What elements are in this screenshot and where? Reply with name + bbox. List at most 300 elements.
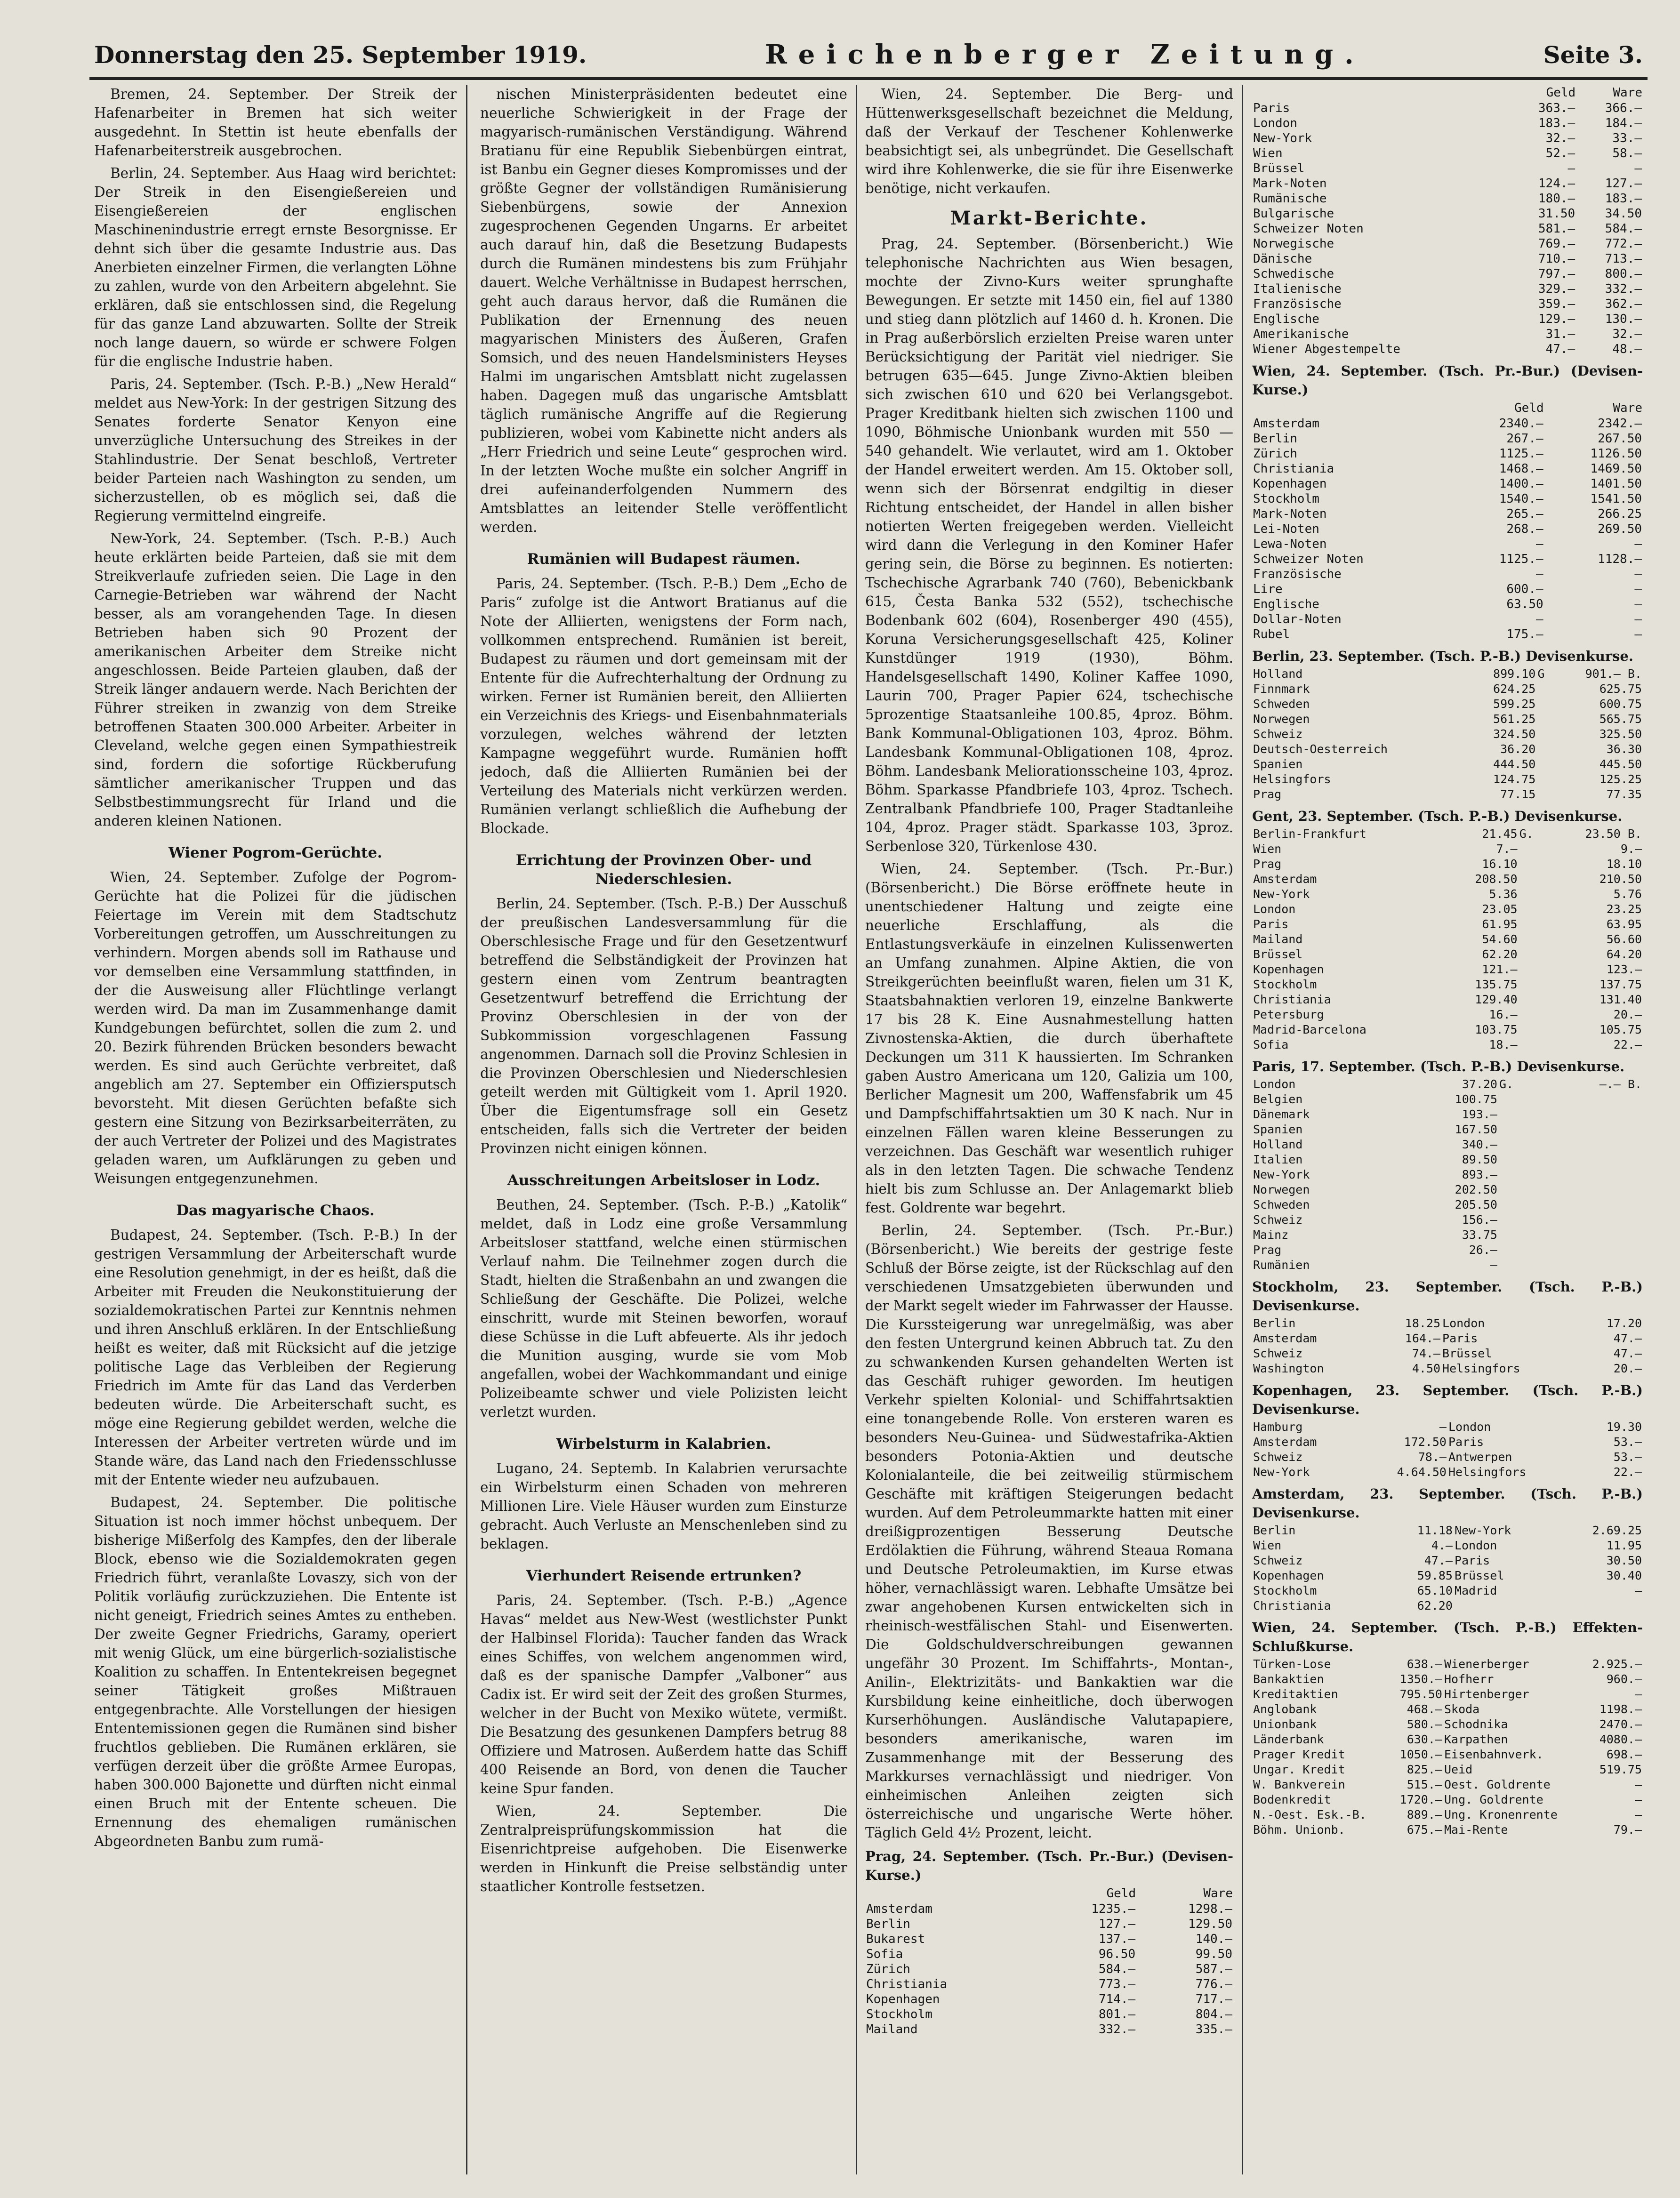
article-heading: Wirbelsturm in Kalabrien. <box>556 1436 772 1452</box>
table-cell: Prag <box>1253 1243 1282 1257</box>
rate-value: 269.50 <box>1598 522 1642 536</box>
table-row <box>1252 727 1643 742</box>
rate-value: 776.— <box>1195 1977 1232 1991</box>
table-cell: 78.— <box>1418 1450 1447 1464</box>
header-rule <box>89 77 1648 80</box>
table-cell: Hamburg <box>1253 1420 1303 1434</box>
table-row <box>1252 206 1643 221</box>
currency-name: Lire <box>1253 582 1283 596</box>
rate-value: 1400.— <box>1499 477 1543 491</box>
table-cell: Amsterdam <box>1253 1332 1317 1345</box>
table-cell: New-York <box>1253 1465 1310 1479</box>
table-cell: 4.64.50 <box>1397 1465 1447 1479</box>
table-cell: 16.10 <box>1482 857 1518 871</box>
table-cell: 63.95 <box>1606 917 1642 931</box>
newspaper-title: Reichenberger Zeitung. <box>765 39 1365 70</box>
table-cell: 11.18 <box>1417 1524 1453 1537</box>
rate-value: — <box>1535 567 1543 581</box>
rate-value: 52.— <box>1545 146 1576 160</box>
currency-name: New-York <box>1253 131 1312 145</box>
rate-value: 137.— <box>1098 1932 1136 1946</box>
table-cell: 5.76 <box>1613 887 1642 901</box>
rate-value: — <box>1634 597 1642 611</box>
table-cell: Karpathen <box>1444 1733 1508 1746</box>
header-date: Donnerstag den 25. September 1919. <box>94 40 587 69</box>
table-cell: 30.50 <box>1606 1554 1642 1567</box>
table-cell: Wienerberger <box>1444 1657 1529 1671</box>
rate-value: 175.— <box>1506 627 1543 642</box>
rate-value: 1298.— <box>1188 1902 1232 1916</box>
table-row <box>1252 1182 1643 1197</box>
table-cell: London <box>1442 1316 1485 1330</box>
rate-value: — <box>1535 537 1543 551</box>
table-cell <box>1536 772 1551 787</box>
table-cell: Deutsch-Oesterreich <box>1253 742 1388 756</box>
table-row <box>1252 627 1643 642</box>
table-cell: 9.— <box>1620 842 1642 856</box>
table-row <box>1252 297 1643 312</box>
rate-value: 335.— <box>1195 2022 1232 2037</box>
table-cell: Brüssel <box>1442 1347 1492 1360</box>
table-cell <box>1519 1037 1545 1052</box>
table-row <box>1252 446 1643 461</box>
table-cell: 444.50 <box>1493 757 1536 771</box>
table-cell: 59.85 <box>1417 1569 1453 1582</box>
table-cell: Kreditaktien <box>1253 1687 1338 1701</box>
table-cell: 624.25 <box>1493 682 1536 696</box>
table-row <box>1252 327 1643 342</box>
table-cell: Stockholm <box>1253 978 1317 991</box>
rate-value: 581.— <box>1538 222 1576 236</box>
table-row <box>1252 712 1643 727</box>
table-cell: 135.75 <box>1475 978 1518 991</box>
table-cell <box>1537 1167 1643 1182</box>
table-cell: Italien <box>1253 1153 1303 1166</box>
table-cell: 889.— <box>1407 1808 1442 1821</box>
table-row <box>1252 597 1643 612</box>
rate-value: 1235.— <box>1091 1902 1136 1916</box>
table-row <box>1252 1450 1643 1465</box>
currency-name: Schweizer Noten <box>1253 552 1364 566</box>
table-row <box>1252 1598 1643 1613</box>
table-cell: Oest. Goldrente <box>1444 1778 1551 1791</box>
currency-name: Französische <box>1253 297 1342 311</box>
rate-value: 1128.— <box>1598 552 1642 566</box>
table-row <box>1252 887 1643 902</box>
rate-value: 99.50 <box>1195 1947 1232 1961</box>
table-cell: Bodenkredit <box>1253 1793 1331 1806</box>
rate-value: 710.— <box>1538 252 1576 266</box>
rate-value: 1469.50 <box>1590 462 1642 476</box>
table-row <box>1252 697 1643 712</box>
table-row <box>865 1932 1233 1947</box>
rate-value: 363.— <box>1538 101 1576 115</box>
table-row <box>1252 176 1643 191</box>
table-cell <box>1536 697 1551 712</box>
currency-name: Kopenhagen <box>1253 477 1327 491</box>
rate-value: 127.— <box>1605 176 1642 191</box>
table-cell: 205.50 <box>1455 1198 1497 1211</box>
article-paragraph: Paris, 24. September. (Tsch. P.-B.) „Agence Havas“ meldet aus New-West (westlichster Punkt der Halbinsel Florida): Taucher fanden das Wrack eines Schiffes, von welchem angenommen wird, daß es der spanische Dampfer „Valboner“ aus Cadix ist. Er wird seit der Zeit des großen Sturmes, welcher in der Bucht von Mexiko wütete, vermißt. Die Besatzung des gesunkenen Dampfers betrug 88 Offiziere und Matrosen. Außerdem hatte das Schiff 400 Reisende an Bord, von denen die Taucher keine Spur fanden. <box>480 1592 847 1797</box>
currency-name: Dänische <box>1253 252 1312 266</box>
table-cell <box>1519 887 1545 902</box>
table-cell: 20.— <box>1613 1362 1642 1375</box>
table-cell: 125.25 <box>1599 772 1642 786</box>
table-row <box>1252 1212 1643 1227</box>
exchange-reports <box>1252 647 1643 1837</box>
table-row <box>865 1901 1233 1917</box>
table-row <box>1252 842 1643 857</box>
table-cell: 1050.— <box>1399 1748 1442 1761</box>
exchange-table <box>1252 1523 1643 1613</box>
market-report-paragraph: Wien, 24. September. (Tsch. Pr.-Bur.) (Börsenbericht.) Die Börse eröffnete heute in unentschiedener Haltung und zeigte eine neuerliche Erschlaffung, als die Entlastungsverkäufe in einzelnen Kulissenwerten an Umfang zunahmen. Alpine Aktien, die von Streikgerüchten beeinflußt waren, fielen um 31 K, Staatsbahnaktien verloren 19, einzelne Bankwerte 17 bis 28 K. Eine Ausnahmestellung hatten Zivnostenska-Aktien, die durch überhaftete Deckungen um 311 K haussierten. Im Schranken gaben Austro Americana um 120, Galizia um 100, Berlicher Magnesit um 200, Waffensfabrik um 45 und Dampfschiffahrtsaktien um 30 K nach. Nur in einzelnen Fällen waren kleine Besserungen zu verzeichnen. Das Geschäft war wesentlich ruhiger als in den letzten Tagen. Die schwache Tendenz hielt bis zum Schlusse an. Der Anlagemarkt blieb fest. Goldrente war begehrt. <box>865 861 1233 1216</box>
currency-name: London <box>1253 116 1297 130</box>
table-row <box>1252 1807 1643 1822</box>
table-cell: 64.20 <box>1606 947 1642 961</box>
table-row <box>1252 787 1643 802</box>
table-cell: — <box>1634 1687 1642 1701</box>
table-cell: Schweiz <box>1253 1347 1303 1360</box>
rate-value: 600.— <box>1506 582 1543 596</box>
table-cell: 698.— <box>1606 1748 1642 1761</box>
table-cell: Prag <box>1253 857 1282 871</box>
table-cell <box>1519 977 1545 992</box>
column-rule <box>1242 85 1243 2174</box>
table-cell <box>1536 757 1551 772</box>
market-report-paragraph: Prag, 24. September. (Börsenbericht.) Wie telephonische Nachrichten aus Wien besagen, mochte der Zivno-Kurs weiter sprunghafte Bewegungen. Er setzte mit 1450 ein, fiel auf 1380 und stieg dann plötzlich auf 1460 d. h. Kronen. Die in Prag außerbörslich erzielten Preise waren unter Berücksichtigung der Parität viel niedriger. Sie betrugen 635—645. Junge Zivno-Aktien bleiben sich zwischen 610 und 620 bei Verlangsgebot. Prager Kreditbank hielten sich zwischen 1100 und 1090, Böhmische Unionbank wurden mit 550 — 540 gehandelt. Wie verlautet, wird am 1. Oktober der Handel erweitert werden. Am 15. Oktober soll, wenn sich der Börsenrat endgiltig in dieser Richtung entscheidet, der Handel in allen bisher notierten Werten freigegeben werden. Vielleicht wird dann die Verlegung in den Kominer Hafer gering sein, die Börse zu beginnen. Es notierten: Tschechische Agrarbank 740 (760), Bebenickbank 615, Česta Banka 532 (552), tschechische Bodenbank 602 (604), Rosenberger 490 (455), Koruna Versicherungsgesellschaft 425, Koliner Kunstdünger 1919 (1930), Böhm. Handelsgesellschaft 1490, Koliner Kaffee 1090, Laurin 700, Prager Papier 624, tschechische 5prozentige Staatsanleihe 100.85, 4proz. Böhm. Bank Kommunal-Obligationen 103, 4proz. Böhm. Landesbank Kommunal-Obligationen 108, 4proz. Böhm. Landesbank Meliorationsscheine 103, 4proz. Böhm. Sparkasse Pfandbriefe 103, 4proz. Tschech. Zentralbank Pfandbriefe 100, Prager Stadtanleihe 104, 4proz. Prager städt. Sparkasse 103, 3proz. Serbenlose 320, Türkenlose 430. <box>865 236 1233 854</box>
currency-name: Englische <box>1253 597 1319 611</box>
currency-name: Berlin <box>866 1917 910 1931</box>
exchange-report-title: Gent, 23. September. (Tsch. P.-B.) Devisenkurse. <box>1252 808 1623 824</box>
rate-value: 183.— <box>1605 192 1642 206</box>
table-cell: — <box>1439 1420 1447 1434</box>
table-row <box>865 2022 1233 2037</box>
article-paragraph: Bremen, 24. September. Der Streik der Hafenarbeiter in Bremen hat sich weiter ausgedehnt. In Stettin ist heute ebenfalls der Hafenarbeiterstreik ausgebrochen. <box>94 86 457 159</box>
table-cell: 7.— <box>1496 842 1518 856</box>
table-cell <box>1498 1107 1537 1122</box>
exchange-report-title: Stockholm, 23. September. (Tsch. P.-B.) Devisenkurse. <box>1252 1279 1643 1314</box>
article-heading: Ausschreitungen Arbeitsloser in Lodz. <box>507 1172 820 1189</box>
table-cell: Helsingfors <box>1442 1362 1520 1375</box>
table-cell: 2470.— <box>1599 1717 1642 1731</box>
table-cell: 77.15 <box>1500 787 1536 801</box>
table-cell <box>1498 1197 1537 1212</box>
article-paragraph: Berlin, 24. September. (Tsch. P.-B.) Der Ausschuß der preußischen Landesversammlung für die Oberschlesische Frage und für den Gesetzentwurf betreffend die Selbständigkeit der Provinzen hat gestern einen vom Zentrum beantragten Gesetzentwurf betreffend die Errichtung der Provinz Oberschlesien in der von der Subkommission vorgeschlagenen Fassung angenommen. Darnach soll die Provinz Schlesien in die Provinzen Oberschlesien und Niederschlesien geteilt werden mit Gültigkeit vom 1. April 1920. Über die Eigentumsfrage soll ein Gesetz entscheiden, falls sich die Vertreter der beiden Provinzen nicht einigen können. <box>480 896 847 1156</box>
table-cell: 960.— <box>1606 1672 1642 1686</box>
table-row <box>1252 521 1643 537</box>
currency-name: Mark-Noten <box>1253 507 1327 521</box>
table-cell <box>1536 787 1551 802</box>
table-cell: G. <box>1499 1077 1514 1091</box>
article-paragraph: Budapest, 24. September. Die politische Situation ist noch immer höchst unbequem. Der bisherige Mißerfolg des Kampfes, den der liberale Block, ebenso wie die Sozialdemokraten gegen Friedrich führt, veranlaßte Lovaszy, sich von der Politik vorläufig zurückzuziehen. Die Entente ist nicht geneigt, Friedrich seines Amtes zu entheben. Der zweite Gegner Friedrichs, Garamy, operiert mit wenig Glück, um eine bürgerlich-sozialistische Koalition zu schaffen. In Ententekreisen begegnet seiner Tätigkeit großes Mißtrauen entgegenbrachte. Alle Vorstellungen der hiesigen Ententemissionen gegen die Rumänen sind bisher fruchtlos geblieben. Die Rumänen erklären, sie verfügen derzeit über die größte Armee Europas, haben 300.000 Bajonette und dürften nicht einmal einen Bruch mit der Entente scheuen. Die Ernennung des ehemaligen rumänischen Abgeordneten Banbu zum rumä- <box>94 1494 457 1849</box>
table-cell: Prager Kredit <box>1253 1748 1345 1761</box>
table-row <box>1252 312 1643 327</box>
table-row <box>1252 1822 1643 1837</box>
table-cell: Hofherr <box>1444 1672 1494 1686</box>
rate-value: 96.50 <box>1098 1947 1136 1961</box>
table-cell: 22.— <box>1613 1038 1642 1051</box>
table-row <box>1252 682 1643 697</box>
rate-value: 362.— <box>1605 297 1642 311</box>
rate-value: 801.— <box>1098 2007 1136 2022</box>
table-cell: Schweiz <box>1253 1554 1303 1567</box>
rate-value: 769.— <box>1538 237 1576 251</box>
table-row <box>1252 612 1643 627</box>
table-row <box>1252 1243 1643 1258</box>
table-cell: 1350.— <box>1399 1672 1442 1686</box>
table-cell: Helsingfors <box>1448 1465 1527 1479</box>
article-paragraph: Lugano, 24. Septemb. In Kalabrien verursachte ein Wirbelsturm einen Schaden von mehreren Millionen Lire. Viele Häuser wurden zum Einsturze gebracht. Auch Verluste an Menschenleben sind zu beklagen. <box>480 1460 847 1552</box>
table-cell <box>1519 962 1545 977</box>
rate-value: 1401.50 <box>1590 477 1642 491</box>
table-cell: 4.— <box>1431 1539 1453 1552</box>
rate-value: 332.— <box>1098 2022 1136 2037</box>
article-heading: Vierhundert Reisende ertrunken? <box>526 1567 802 1584</box>
table-row <box>865 2007 1233 2022</box>
table-cell <box>1537 1152 1643 1167</box>
table-cell: —.— B. <box>1599 1077 1642 1091</box>
table-cell: 123.— <box>1606 963 1642 976</box>
table-cell: Schweiz <box>1253 727 1303 741</box>
rate-value: 124.— <box>1538 176 1576 191</box>
table-cell: 23.05 <box>1482 902 1518 916</box>
table-cell: Berlin <box>1253 1316 1296 1330</box>
table-cell: 89.50 <box>1462 1153 1497 1166</box>
table-cell <box>1498 1152 1537 1167</box>
table-cell: 561.25 <box>1493 712 1536 726</box>
table-row <box>1252 1717 1643 1732</box>
table-row <box>1252 1331 1643 1346</box>
table-row <box>1252 1568 1643 1583</box>
page-header <box>94 38 1643 72</box>
currency-name: Dollar-Noten <box>1253 612 1342 626</box>
table-cell: Stockholm <box>1253 1584 1317 1597</box>
table-row <box>1252 251 1643 266</box>
table-cell: 77.35 <box>1606 787 1642 801</box>
table-cell: — <box>1634 1584 1642 1597</box>
currency-name: Mark-Noten <box>1253 176 1327 191</box>
table-cell: Länderbank <box>1253 1733 1324 1746</box>
table-cell: 26.— <box>1469 1243 1497 1257</box>
currency-name: Französische <box>1253 567 1342 581</box>
table-cell: N.-Oest. Esk.-B. <box>1253 1808 1367 1821</box>
currency-name: Zürich <box>1253 447 1297 461</box>
rate-value: 130.— <box>1605 312 1642 326</box>
currency-name: Schweizer Noten <box>1253 222 1364 236</box>
table-cell: 599.25 <box>1493 697 1536 711</box>
table-cell: Ungar. Kredit <box>1253 1763 1345 1776</box>
table-row <box>1252 537 1643 552</box>
table-row <box>1252 1553 1643 1568</box>
currency-name: Stockholm <box>866 2007 932 2022</box>
table-cell: — <box>1490 1258 1497 1272</box>
table-cell: 18.— <box>1489 1038 1518 1051</box>
rate-value: — <box>1634 612 1642 626</box>
table-cell: London <box>1253 1077 1296 1091</box>
table-cell: Paris <box>1442 1332 1478 1345</box>
table-cell: 47.— <box>1613 1347 1642 1360</box>
rate-value: 267.— <box>1506 432 1543 446</box>
table-row <box>1252 742 1643 757</box>
table-cell: — <box>1634 1808 1642 1821</box>
currency-name: Berlin <box>1253 432 1297 446</box>
table-cell: 202.50 <box>1455 1183 1497 1196</box>
column-header: Geld <box>1546 86 1576 100</box>
table-cell: 33.75 <box>1462 1228 1497 1242</box>
column-3 <box>865 85 1233 2174</box>
table-cell: Prag <box>1253 787 1282 801</box>
rate-value: 359.— <box>1538 297 1576 311</box>
table-cell <box>1498 1212 1537 1227</box>
rate-value: 713.— <box>1605 252 1642 266</box>
article-heading: Rumänien will Budapest räumen. <box>527 551 801 568</box>
table-row <box>1252 1346 1643 1361</box>
table-cell <box>1498 1227 1537 1243</box>
table-cell: 103.75 <box>1475 1023 1518 1036</box>
table-cell: 5.36 <box>1489 887 1518 901</box>
table-cell: 4080.— <box>1599 1733 1642 1746</box>
table-row <box>1252 1672 1643 1687</box>
table-cell: Holland <box>1253 667 1303 681</box>
column-rule <box>466 85 467 2174</box>
table-cell <box>1537 1137 1643 1152</box>
currency-table <box>1252 400 1643 642</box>
exchange-report-title: Wien, 24. September. (Tsch. P.-B.) Effekten-Schlußkurse. <box>1252 1620 1643 1654</box>
table-cell: 638.— <box>1407 1657 1442 1671</box>
table-cell: 121.— <box>1482 963 1518 976</box>
table-cell: 65.10 <box>1417 1584 1453 1597</box>
table-row <box>1252 506 1643 521</box>
table-cell: 20.— <box>1613 1008 1642 1021</box>
table-cell: 19.30 <box>1606 1420 1642 1434</box>
table-cell: Antwerpen <box>1448 1450 1512 1464</box>
table-cell: 675.— <box>1407 1823 1442 1837</box>
table-cell: Böhm. Unionb. <box>1253 1823 1345 1837</box>
table-cell: 515.— <box>1407 1778 1442 1791</box>
table-cell: Kopenhagen <box>1253 1569 1324 1582</box>
table-row <box>1252 1762 1643 1777</box>
table-cell: 79.— <box>1613 1823 1642 1837</box>
rate-value: 1125.— <box>1499 552 1543 566</box>
rate-value: — <box>1634 537 1642 551</box>
table-row <box>1252 491 1643 506</box>
table-row <box>1252 1538 1643 1553</box>
table-cell: Unionbank <box>1253 1717 1317 1731</box>
table-cell: Schweden <box>1253 697 1310 711</box>
table-cell: 47.— <box>1424 1554 1453 1567</box>
table-cell: 519.75 <box>1599 1763 1642 1776</box>
table-cell <box>1498 1137 1537 1152</box>
rate-value: 366.— <box>1605 101 1642 115</box>
table-cell: 129.40 <box>1475 993 1518 1006</box>
table-cell: 61.95 <box>1482 917 1518 931</box>
rate-value: 180.— <box>1538 192 1576 206</box>
table-cell: 340.— <box>1462 1138 1497 1151</box>
column-2 <box>480 85 847 2174</box>
rate-value: 58.— <box>1612 146 1642 160</box>
table-row <box>1252 1122 1643 1137</box>
table-cell: Washington <box>1253 1362 1324 1375</box>
table-row <box>1252 146 1643 161</box>
table-cell <box>1537 1197 1643 1212</box>
table-cell: 54.60 <box>1482 932 1518 946</box>
table-cell: 795.50 <box>1399 1687 1442 1701</box>
table-cell: Paris <box>1253 917 1289 931</box>
currency-name: Paris <box>1253 101 1290 115</box>
rate-value: — <box>1634 627 1642 642</box>
table-cell: 21.45 <box>1482 827 1518 841</box>
table-cell: 100.75 <box>1455 1092 1497 1106</box>
page-number: Seite 3. <box>1543 40 1643 69</box>
table-cell: 17.20 <box>1606 1316 1642 1330</box>
table-row <box>1252 1523 1643 1538</box>
table-cell: 18.25 <box>1405 1316 1441 1330</box>
table-cell: 172.50 <box>1404 1435 1447 1449</box>
table-cell: Bankaktien <box>1253 1672 1324 1686</box>
currency-name: Norwegische <box>1253 237 1334 251</box>
exchange-report-title: Paris, 17. September. (Tsch. P.-B.) Devisenkurse. <box>1252 1059 1625 1075</box>
table-cell: 2.69.25 <box>1592 1524 1642 1537</box>
article-paragraph: New-York, 24. September. (Tsch. P.-B.) Auch heute erklärten beide Parteien, daß sie mit dem Streikverlaufe zufrieden seien. Die Lage in den Carnegie-Betrieben war während der Nacht besser, als am vorangehenden Tage. In diesen Betrieben haben sich 90 Prozent der amerikanischen Arbeiter dem Streike nicht angeschlossen. Beide Parteien glauben, daß der Streik länger andauern werde. Nach Berichten der Führer streiken in zwanzig von dem Streike betroffenen Staaten 300.000 Arbeiter. Arbeiter in Cleveland, welche gegen einen Sympathiestreik sind, fordern die sofortige Rückberufung sämtlicher amerikanischer Truppen und das Selbstbestimmungsrecht für Irland und die anderen kleinen Nationen. <box>94 530 457 829</box>
table-cell: — <box>1634 1793 1642 1806</box>
rate-value: 47.— <box>1545 342 1576 356</box>
table-row <box>1252 1037 1643 1052</box>
table-cell: 324.50 <box>1493 727 1536 741</box>
currency-name: Christiania <box>866 1977 948 1991</box>
table-cell: Petersburg <box>1253 1008 1324 1021</box>
table-row <box>865 1992 1233 2007</box>
table-cell: London <box>1454 1539 1497 1552</box>
rate-value: 2342.— <box>1598 417 1642 431</box>
table-row <box>1252 917 1643 932</box>
table-row <box>1252 1092 1643 1107</box>
table-row <box>1252 1077 1643 1092</box>
article-paragraph: Wien, 24. September. Die Berg- und Hüttenwerksgesellschaft bezeichnet die Meldung, daß der Verkauf der Teschener Kohlenwerke beabsichtigt sei, als unbegründet. Die Gesellschaft wird ihre Kohlenwerke, die sie für ihre Eisenwerke benötige, nicht verkaufen. <box>865 86 1233 196</box>
table-cell: New-York <box>1454 1524 1511 1537</box>
currency-name: Rubel <box>1253 627 1290 642</box>
table-cell: Brüssel <box>1454 1569 1504 1582</box>
exchange-table <box>1252 1657 1643 1837</box>
article-paragraph: Beuthen, 24. September. (Tsch. P.-B.) „Katolik“ meldet, daß in Lodz eine große Versammlung Arbeitsloser stattfand, welche einen stürmischen Verlauf nahm. Die Teilnehmer zogen durch die Stadt, hielten die Straßenbahn an und zwangen die Schließung der Geschäfte. Die Polizei, welche einschritt, wurde mit Steinen beworfen, worauf diese Schüsse in die Luft abfeuerte. Als ihr jedoch die Munition ausging, wurde sie vom Mob angefallen, wobei der Wachkommandant und einige Polizeibeamte schwer und viele Polizisten leicht verletzt wurden. <box>480 1197 847 1420</box>
table-cell: 56.60 <box>1606 932 1642 946</box>
article-paragraph: Berlin, 24. September. Aus Haag wird berichtet: Der Streik in den Eisengießereien und Eisengießereien der englischen Maschinenindustrie erregt ernste Besorgnisse. Er dehnt sich über die gesamte Industrie aus. Das Anerbieten einzelner Firmen, die verlangten Löhne zu zahlen, wurde von den Arbeitern abgelehnt. Sie erklären, daß sie entschlossen sind, die Regelung für das ganze Land abzuwarten. Sollte der Streik noch lange dauern, so würde er schwere Folgen für die englische Industrie haben. <box>94 165 457 369</box>
table-cell: Dänemark <box>1253 1107 1310 1121</box>
rate-value: 717.— <box>1195 1992 1232 2006</box>
table-row <box>1252 1777 1643 1792</box>
column-1 <box>94 85 457 2174</box>
table-cell: Berlin-Frankfurt <box>1253 827 1367 841</box>
table-row <box>1252 1583 1643 1598</box>
rate-value: 332.— <box>1605 282 1642 296</box>
table-row <box>1252 826 1643 842</box>
article-paragraph: Paris, 24. September. (Tsch. P.-B.) Dem „Echo de Paris“ zufolge ist die Antwort Bratianus auf die Note der Alliierten, wenigstens der Form nach, vollkommen entsprechend. Rumänien ist bereit, Budapest zu räumen und dort gemeinsam mit der Entente für die Aufrechterhaltung der Ordnung zu wirken. Ferner ist Rumänien bereit, den Alliierten ein Verzeichnis des Kriegs- und Eisenbahnmaterials vorzulegen, welches während der letzten Kampagne weggeführt wurde. Rumänien hofft jedoch, daß die Alliierten Rumänien bei der Verteilung des Materials nicht verkürzen werden. Rumänien verlangt schließlich die Aufhebung der Blockade. <box>480 576 847 836</box>
table-row <box>1252 1258 1643 1273</box>
table-cell: Mainz <box>1253 1228 1289 1242</box>
table-row <box>1252 476 1643 491</box>
table-cell: Skoda <box>1444 1702 1480 1716</box>
exchange-table <box>1252 666 1643 802</box>
currency-name: Rumänische <box>1253 192 1327 206</box>
table-row <box>1252 947 1643 962</box>
table-cell: 325.50 <box>1599 727 1642 741</box>
table-cell: 36.20 <box>1500 742 1536 756</box>
table-cell: 53.— <box>1613 1435 1642 1449</box>
table-row <box>1252 977 1643 992</box>
rate-value: 48.— <box>1612 342 1642 356</box>
rate-value: 129.— <box>1538 312 1576 326</box>
table-cell: 37.20 <box>1462 1077 1497 1091</box>
table-row <box>1252 416 1643 431</box>
